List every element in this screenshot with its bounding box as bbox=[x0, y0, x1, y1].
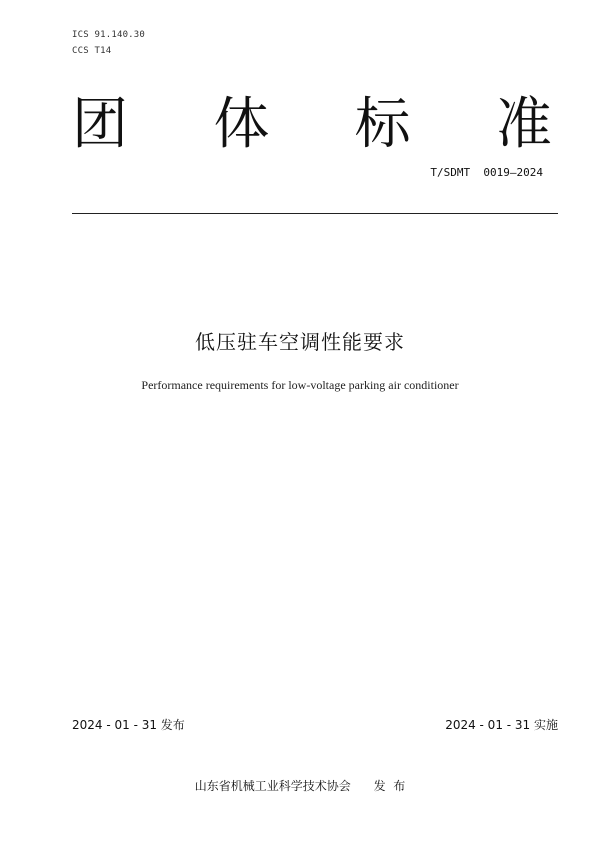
publisher-line: 山东省机械工业科学技术协会 发 布 bbox=[194, 779, 406, 793]
publish-date: 2024 - 01 - 31 发布 bbox=[72, 718, 185, 732]
standard-type-char: 体 bbox=[213, 92, 270, 157]
document-title-chinese: 低压驻车空调性能要求 bbox=[195, 330, 405, 354]
ics-code: ICS 91.140.30 bbox=[72, 30, 146, 40]
standard-number: T/SDMT 0019—2024 bbox=[430, 166, 543, 179]
standard-type-char: 准 bbox=[495, 92, 552, 157]
document-title-english: Performance requirements for low-voltage parking air conditioner bbox=[141, 378, 459, 392]
header-divider bbox=[72, 213, 558, 214]
standard-type-char: 团 bbox=[72, 92, 128, 157]
implementation-date: 2024 - 01 - 31 实施 bbox=[445, 718, 558, 732]
standard-type-heading bbox=[72, 92, 552, 158]
ccs-code: CCS T14 bbox=[72, 46, 112, 56]
standard-type-char: 标 bbox=[354, 92, 411, 157]
